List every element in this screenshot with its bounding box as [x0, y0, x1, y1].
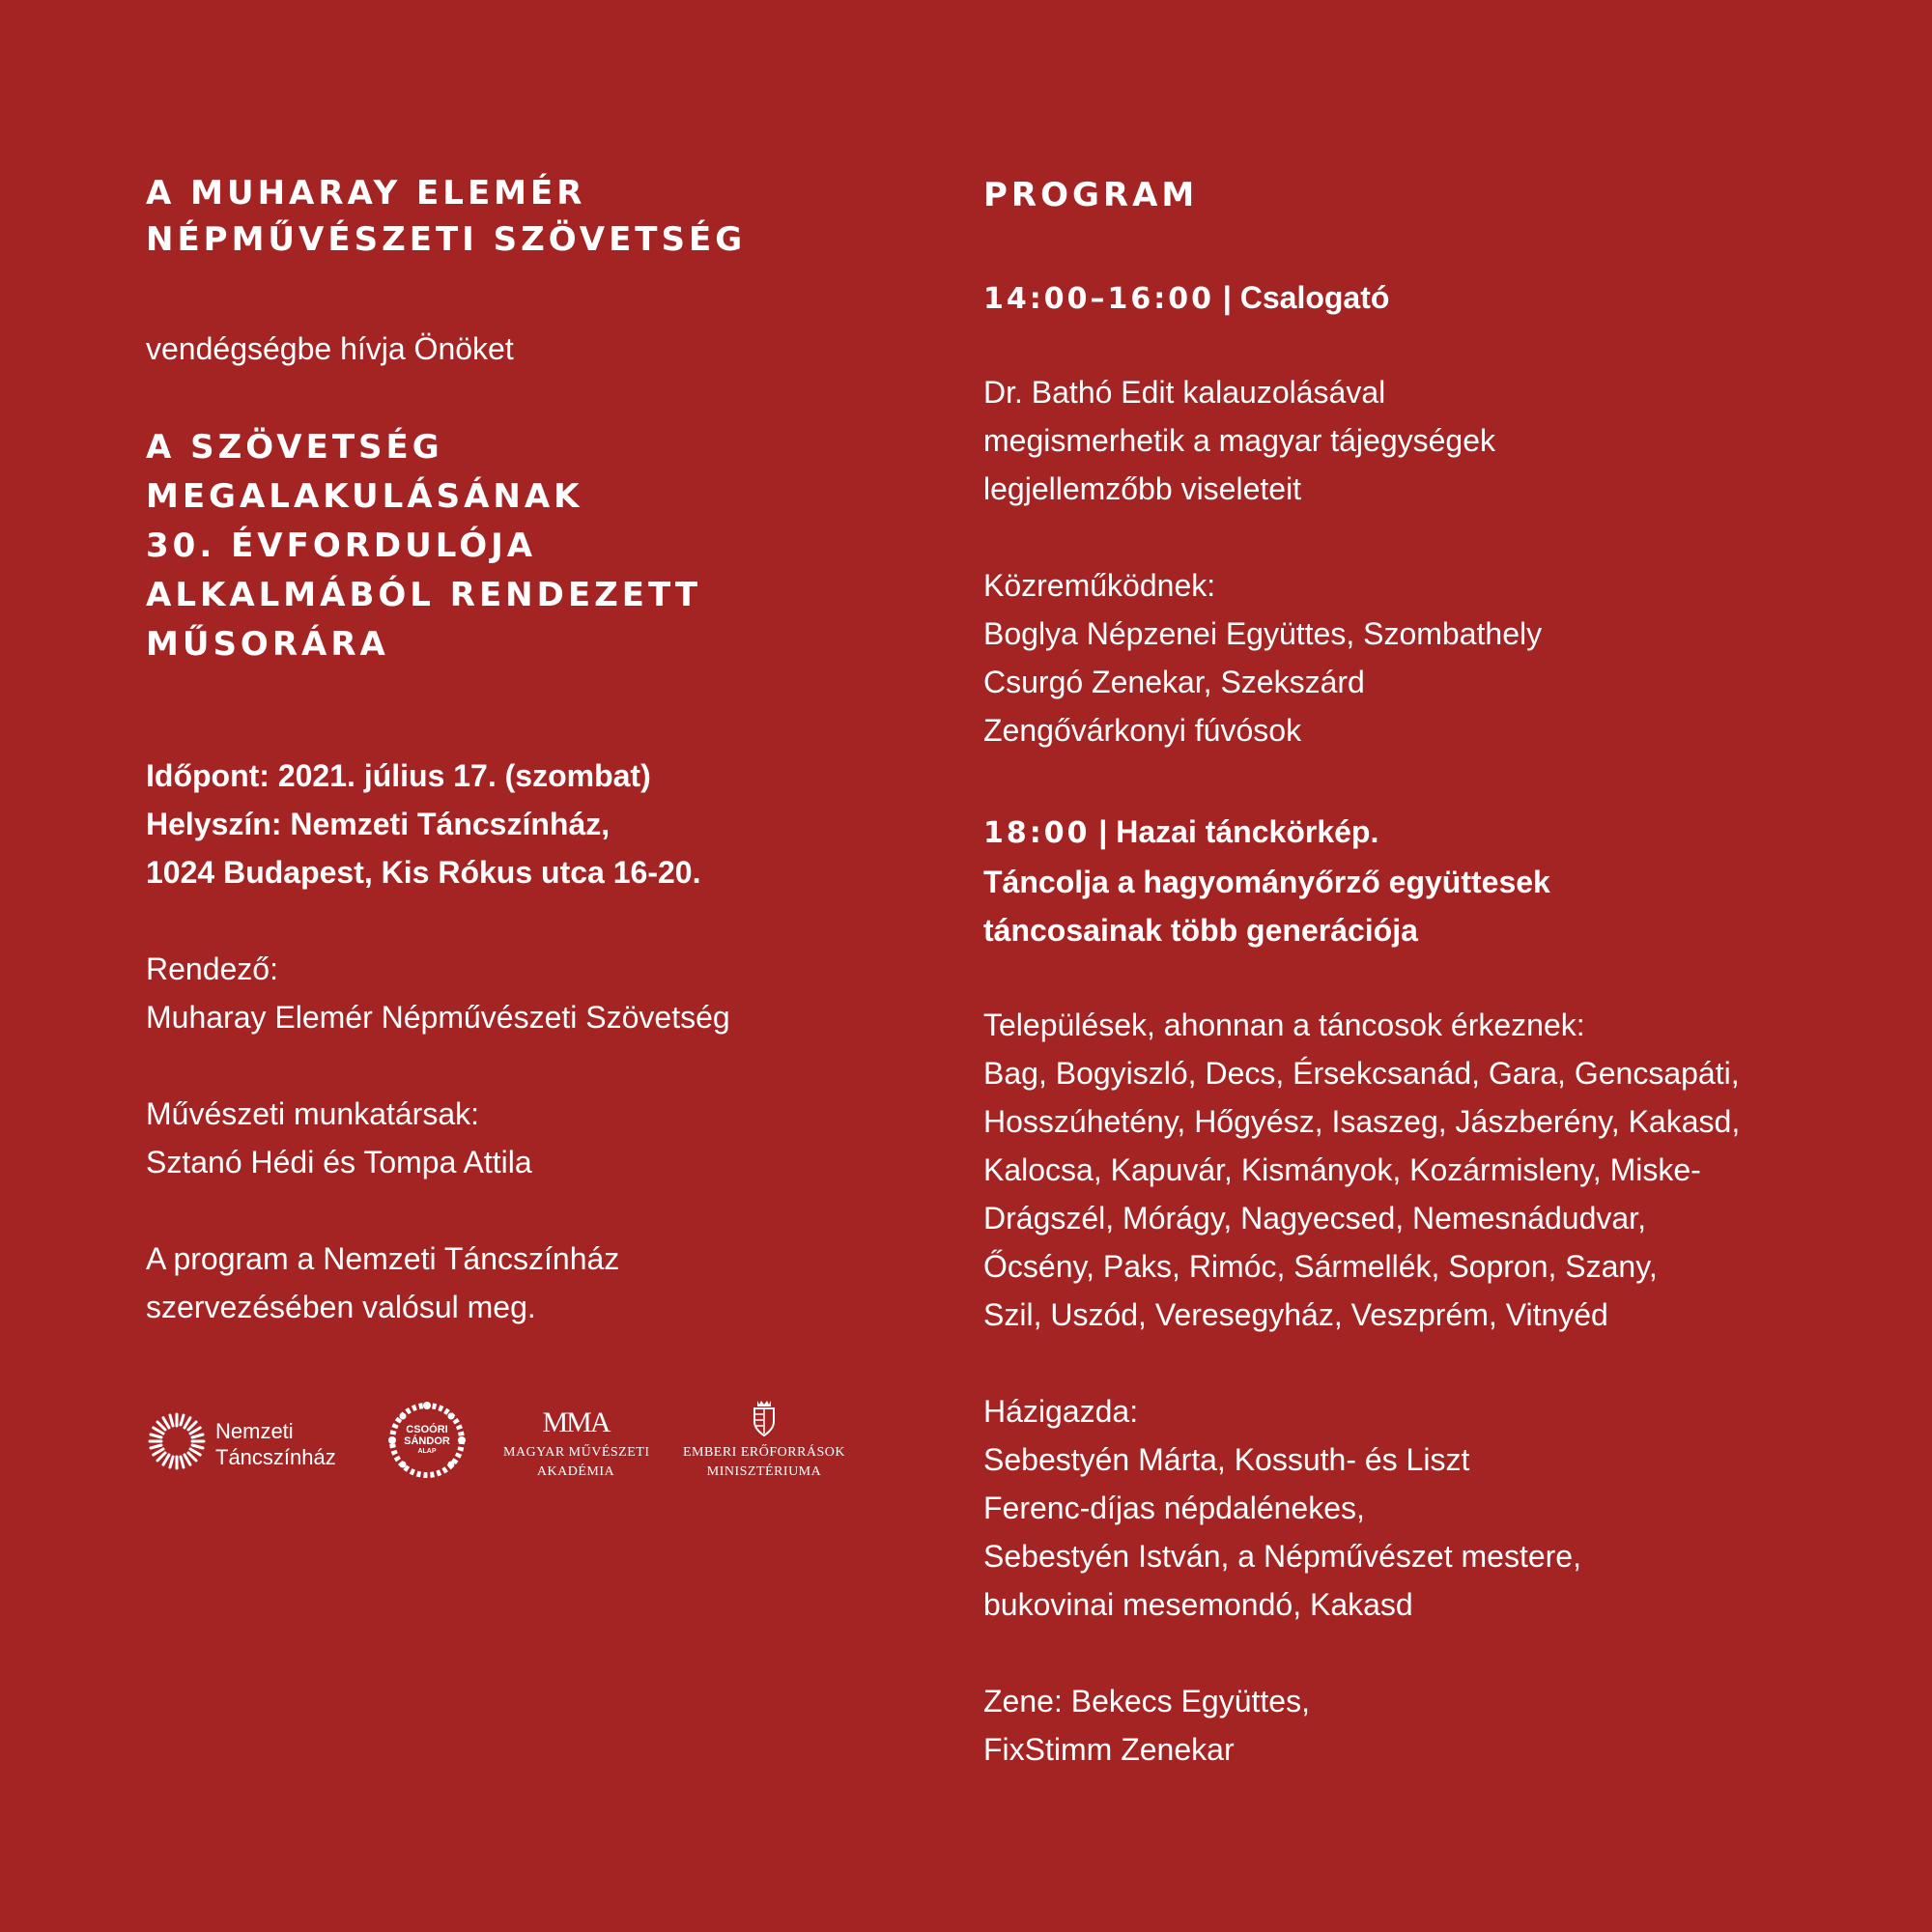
- staff-block: [146, 1090, 532, 1186]
- date-line: Időpont: 2021. július 17. (szombat): [146, 758, 651, 793]
- slot-1-title: | Csalogató: [1214, 280, 1390, 315]
- emmi-line-1: EMBERI ERŐFORRÁSOK: [682, 1445, 846, 1460]
- sunburst-icon: [146, 1410, 208, 1472]
- slot-1-desc-line-1: Dr. Bathó Edit kalauzolásával: [983, 375, 1386, 410]
- emberi-eroforrasok-miniszteriuma-logo: [682, 1399, 846, 1482]
- host-line-4: bukovinai mesemondó, Kakasd: [983, 1587, 1413, 1622]
- event-title-line-1: A SZÖVETSÉG: [146, 428, 443, 467]
- host-line-2: Ferenc-díjas népdalénekes,: [983, 1491, 1365, 1525]
- towns-label: Települések, ahonnan a táncosok érkeznek:: [983, 1008, 1585, 1042]
- slot-2-block: [983, 808, 1550, 954]
- music-line-2: FixStimm Zenekar: [983, 1732, 1235, 1767]
- slot-1-description: [983, 368, 1495, 513]
- slot-2-sub-line-2: táncosainak több generációja: [983, 913, 1418, 948]
- contributors-block: [983, 561, 1542, 754]
- towns-line-5: Őcsény, Paks, Rimóc, Sármellék, Sopron, Szany,: [983, 1249, 1658, 1284]
- organizer-name: Muharay Elemér Népművészeti Szövetség: [146, 1000, 730, 1035]
- towns-line-1: Bag, Bogyiszló, Decs, Érsekcsanád, Gara, Gencsapáti,: [983, 1056, 1740, 1091]
- organizer-block: [146, 945, 730, 1041]
- music-line-1: Zene: Bekecs Együttes,: [983, 1684, 1310, 1719]
- invite-text: vendégségbe hívja Önöket: [146, 331, 514, 366]
- organization-title: [146, 170, 746, 263]
- towns-line-4: Drágszél, Mórágy, Nagyecsed, Nemesnádudvar,: [983, 1201, 1646, 1236]
- mma-line-1: MAGYAR MŰVÉSZETI: [503, 1445, 650, 1460]
- music-block: [983, 1677, 1310, 1774]
- towns-line-3: Kalocsa, Kapuvár, Kismányok, Kozármisleny, Miske-: [983, 1152, 1701, 1187]
- mma-mark: MMA: [542, 1406, 610, 1438]
- magyar-muveszeti-akademia-logo: [503, 1406, 648, 1482]
- contributor-1: Boglya Népzenei Együttes, Szombathely: [983, 616, 1543, 651]
- organized-by-note: [146, 1235, 619, 1331]
- slot-2-header: [983, 808, 1550, 858]
- slot-1-desc-line-2: megismerhetik a magyar tájegységek: [983, 423, 1496, 458]
- org-title-line-1: A MUHARAY ELEMÉR: [146, 174, 586, 213]
- host-label: Házigazda:: [983, 1394, 1139, 1429]
- nt-logo-line-2: Táncszínház: [215, 1445, 336, 1469]
- event-title: [146, 423, 701, 669]
- staff-label: Művészeti munkatársak:: [146, 1096, 480, 1131]
- towns-line-2: Hosszúhetény, Hőgyész, Isaszeg, Jászberény, Kakasd,: [983, 1104, 1741, 1139]
- sponsor-logos: [146, 1399, 919, 1486]
- venue-line-2: 1024 Budapest, Kis Rókus utca 16-20.: [146, 855, 701, 890]
- slot-1-time: 14:00–16:00: [983, 282, 1214, 316]
- slot-1-desc-line-3: legjellemzőbb viseleteit: [983, 471, 1302, 506]
- coat-of-arms-icon: [752, 1399, 777, 1437]
- slot-1-header: [983, 273, 1389, 324]
- contributor-2: Csurgó Zenekar, Szekszárd: [983, 665, 1365, 699]
- staff-names: Sztanó Hédi és Tompa Attila: [146, 1145, 532, 1179]
- towns-block: [983, 1001, 1740, 1339]
- event-details: [146, 752, 700, 896]
- org-title-line-2: NÉPMŰVÉSZETI SZÖVETSÉG: [146, 220, 747, 259]
- venue-line-1: Helyszín: Nemzeti Táncszínház,: [146, 807, 611, 841]
- slot-2-time: 18:00: [983, 816, 1091, 850]
- towns-line-6: Szil, Uszód, Veresegyház, Veszprém, Vitnyéd: [983, 1297, 1608, 1332]
- note-line-1: A program a Nemzeti Táncszínház: [146, 1241, 620, 1276]
- host-line-1: Sebestyén Márta, Kossuth- és Liszt: [983, 1442, 1470, 1477]
- event-title-line-2: MEGALAKULÁSÁNAK: [146, 477, 583, 516]
- slot-2-sub-line-1: Táncolja a hagyományőrző együttesek: [983, 865, 1550, 899]
- event-title-line-5: MŰSORÁRA: [146, 625, 389, 664]
- csoori-line-3: ALAP: [417, 1448, 437, 1455]
- event-title-line-3: 30. ÉVFORDULÓJA: [146, 526, 537, 565]
- contributors-label: Közreműködnek:: [983, 568, 1216, 603]
- csoori-line-2: SÁNDOR: [404, 1435, 450, 1447]
- organizer-label: Rendező:: [146, 952, 278, 986]
- contributor-3: Zengővárkonyi fúvósok: [983, 713, 1302, 748]
- program-heading: PROGRAM: [983, 176, 1199, 214]
- slot-2-title: | Hazai tánckörkép.: [1090, 814, 1379, 849]
- emmi-line-2: MINISZTÉRIUMA: [706, 1464, 822, 1479]
- nt-logo-line-1: Nemzeti: [215, 1419, 294, 1443]
- host-block: [983, 1387, 1581, 1629]
- csoori-line-1: CSOÓRI: [406, 1424, 448, 1435]
- mma-line-2: AKADÉMIA: [536, 1464, 615, 1479]
- note-line-2: szervezésében valósul meg.: [146, 1290, 536, 1324]
- host-line-3: Sebestyén István, a Népművészet mestere,: [983, 1539, 1581, 1574]
- event-title-line-4: ALKALMÁBÓL RENDEZETT: [146, 576, 702, 614]
- csoori-sandor-alap-logo: [385, 1399, 469, 1482]
